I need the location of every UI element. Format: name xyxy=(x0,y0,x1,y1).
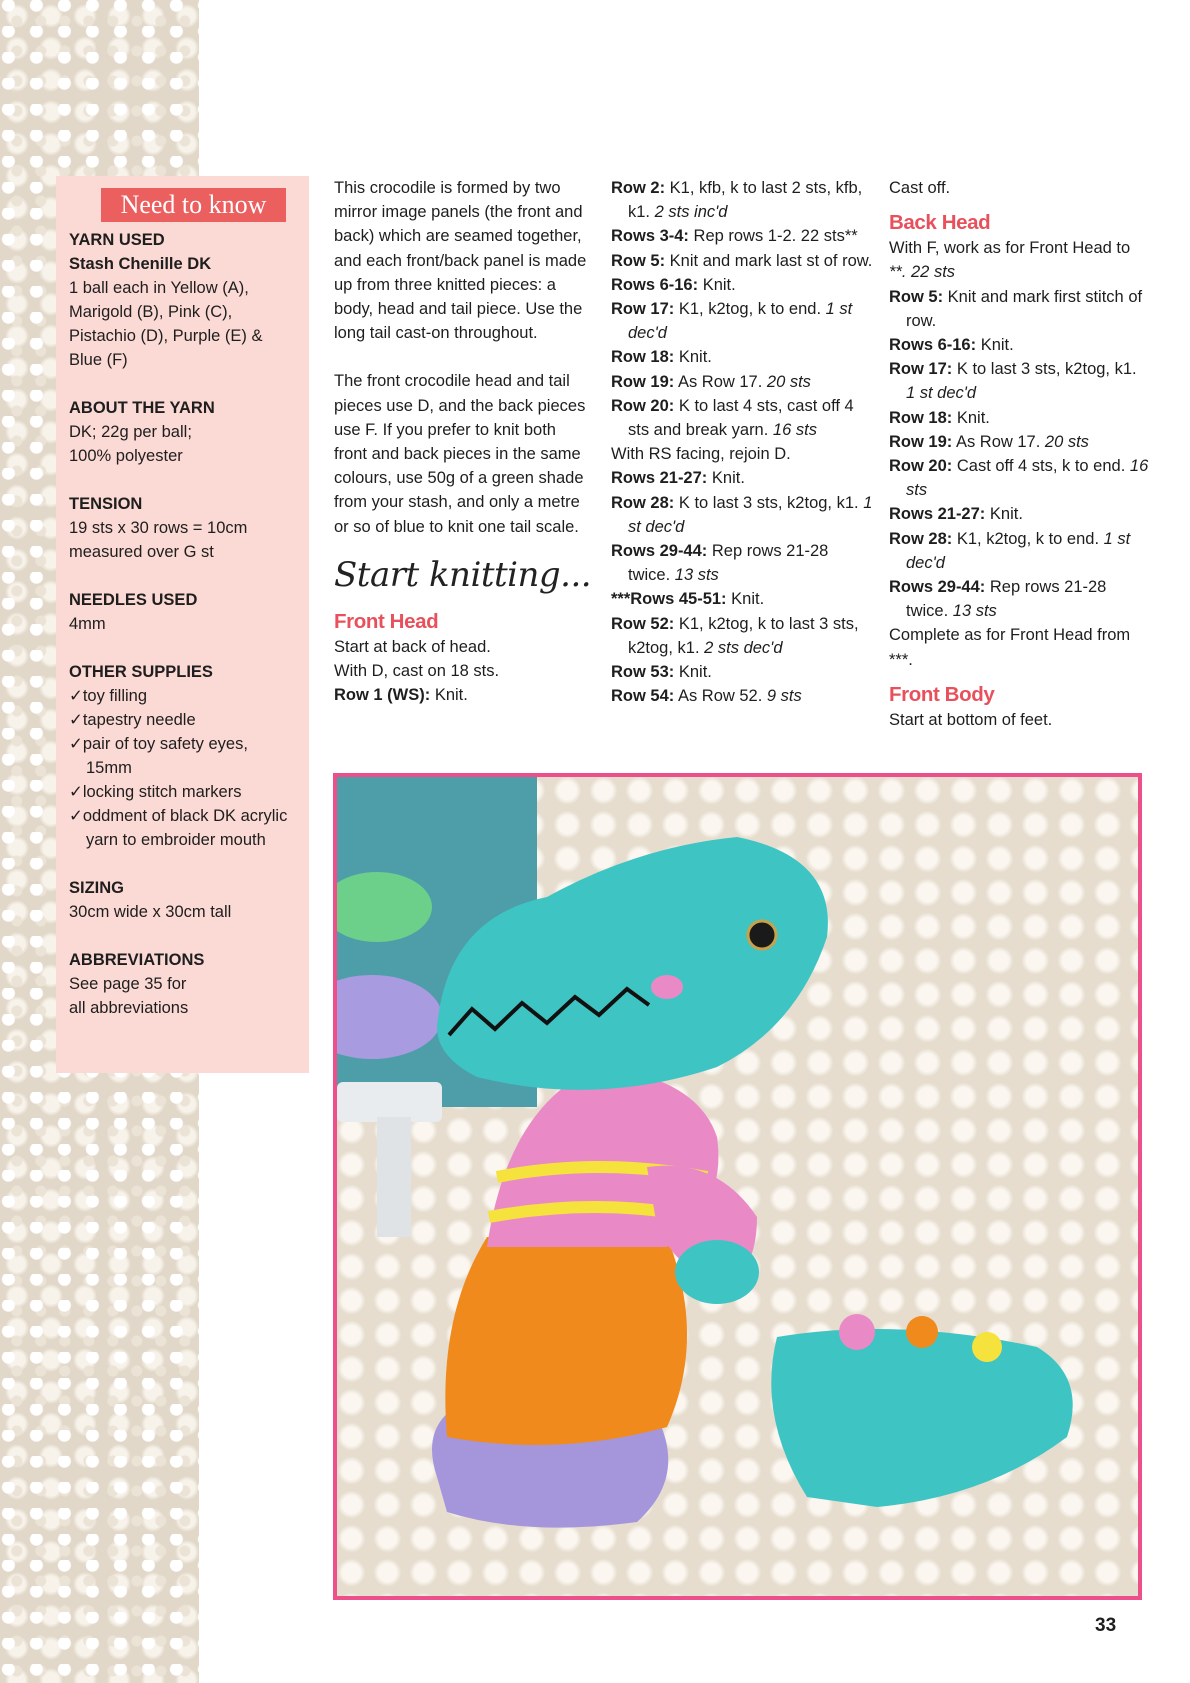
pattern-row: Row 28: K to last 3 sts, k2tog, k1. 1 st dec'd xyxy=(611,493,873,536)
cast-off-line: Cast off. xyxy=(889,179,951,197)
crocodile-hand xyxy=(675,1240,759,1304)
green-yarn-ball xyxy=(337,872,432,942)
supplies-heading: OTHER SUPPLIES xyxy=(69,663,213,681)
pattern-row: Rows 6-16: Knit. xyxy=(611,275,736,294)
needles-heading: NEEDLES USED xyxy=(69,591,198,609)
pattern-row: Rows 6-16: Knit. xyxy=(889,336,1014,355)
pattern-row: Rows 29-44: Rep rows 21-28 twice. 13 sts xyxy=(889,578,1107,621)
pattern-row: Row 20: K to last 4 sts, cast off 4 sts and break yarn. 16 sts xyxy=(611,396,854,440)
yarn-used-heading: YARN USED xyxy=(69,231,165,249)
back-head-heading: Back Head xyxy=(889,211,991,235)
pattern-row: Rows 21-27: Knit. xyxy=(889,505,1023,524)
pattern-row: Rows 21-27: Knit. xyxy=(611,469,745,488)
pattern-row: Row 17: K to last 3 sts, k2tog, k1. 1 st dec'd xyxy=(889,360,1137,403)
colour-paragraph: The front crocodile head and tail pieces use D, and the back pieces use F. If you prefer to knit both front and back pieces in the same colours, use 50g of a green shade from your stash, and only a metre or so of blue to knit one tail scale. xyxy=(334,372,586,536)
about-yarn-line: 100% polyester xyxy=(69,447,183,465)
pattern-row: Row 20: Cast off 4 sts, k to end. 16 sts xyxy=(889,457,1149,500)
sizing-line: 30cm wide x 30cm tall xyxy=(69,903,232,921)
pattern-row: Row 28: K1, k2tog, k to end. 1 st dec'd xyxy=(889,529,1131,572)
row-text: Knit. xyxy=(430,686,468,705)
start-knitting-heading: Start knitting... xyxy=(334,554,592,595)
pattern-row: Row 18: Knit. xyxy=(611,348,712,367)
supply-item: ✓ tapestry needle xyxy=(69,708,297,732)
need-to-know-banner: Need to know xyxy=(101,188,286,222)
pattern-row: Row 19: As Row 17. 20 sts xyxy=(611,372,811,391)
front-head-line: With D, cast on 18 sts. xyxy=(334,662,500,681)
tension-heading: TENSION xyxy=(69,495,143,513)
text-column-3 xyxy=(889,176,1149,732)
yarn-line: Marigold (B), Pink (C), xyxy=(69,303,233,321)
row-label: Row 1 (WS): xyxy=(334,686,431,705)
crocodile-nostril xyxy=(651,975,683,999)
page-number: 33 xyxy=(1095,1615,1117,1636)
tension-line: measured over G st xyxy=(69,543,214,561)
front-body-heading: Front Body xyxy=(889,682,995,706)
pattern-row: Row 5: Knit and mark first stitch of row. xyxy=(889,287,1143,330)
intro-paragraph: This crocodile is formed by two mirror image panels (the front and back) which are seamed together, and each front/back panel is made up from three knitted pieces: a body, head and tail piece. Use the long tail cast-on throughout. xyxy=(334,179,587,343)
pattern-row: Row 5: Knit and mark last st of row. xyxy=(611,251,873,270)
back-head-intro: With F, work as for Front Head to **. 22 sts xyxy=(889,239,1131,282)
crocodile-head xyxy=(437,837,828,1090)
abbreviations-heading: ABBREVIATIONS xyxy=(69,951,205,969)
needles-line: 4mm xyxy=(69,615,106,633)
pattern-row: Rows 29-44: Rep rows 21-28 twice. 13 sts xyxy=(611,542,829,585)
about-yarn-line: DK; 22g per ball; xyxy=(69,423,192,441)
text-column-1 xyxy=(334,176,592,707)
pattern-row: Row 19: As Row 17. 20 sts xyxy=(889,432,1089,451)
sizing-heading: SIZING xyxy=(69,879,125,897)
front-body-line: Start at bottom of feet. xyxy=(889,710,1053,729)
abbreviations-line: See page 35 for xyxy=(69,975,187,993)
yarn-line: Blue (F) xyxy=(69,351,128,369)
pattern-row: ***Rows 45-51: Knit. xyxy=(611,590,765,609)
pattern-row: With RS facing, rejoin D. xyxy=(611,445,791,464)
abbreviations-line: all abbreviations xyxy=(69,999,189,1017)
front-head-line: Start at back of head. xyxy=(334,637,491,656)
crocodile-eye xyxy=(748,921,776,949)
supply-item: ✓ toy filling xyxy=(69,684,297,708)
pattern-row: Row 17: K1, k2tog, k to end. 1 st dec'd xyxy=(611,300,853,343)
yarn-line: 1 ball each in Yellow (A), xyxy=(69,279,249,297)
need-to-know-box xyxy=(56,176,309,1073)
crocodile-body-orange xyxy=(445,1237,687,1445)
pattern-row: Row 18: Knit. xyxy=(889,408,990,427)
pattern-row: Rows 3-4: Rep rows 1-2. 22 sts** xyxy=(611,227,858,246)
pattern-row: Row 54: As Row 52. 9 sts xyxy=(611,687,802,706)
yarn-brand: Stash Chenille DK xyxy=(69,255,212,273)
yarn-line: Pistachio (D), Purple (E) & xyxy=(69,327,263,345)
pattern-row: Row 53: Knit. xyxy=(611,663,712,682)
pattern-row: Row 2: K1, kfb, k to last 2 sts, kfb, k1. 2 sts inc'd xyxy=(611,179,863,222)
crocodile-tail xyxy=(771,1329,1072,1507)
text-column-2 xyxy=(611,176,873,708)
complete-line: Complete as for Front Head from ***. xyxy=(889,626,1131,669)
tension-line: 19 sts x 30 rows = 10cm xyxy=(69,519,248,537)
supply-item: ✓ pair of toy safety eyes, 15mm xyxy=(69,732,297,780)
supply-item: ✓ oddment of black DK acrylic yarn to embroider mouth xyxy=(69,804,297,852)
about-yarn-heading: ABOUT THE YARN xyxy=(69,399,215,417)
crocodile-photo xyxy=(333,773,1142,1600)
pattern-row: Row 52: K1, k2tog, k to last 3 sts, k2tog, k1. 2 sts dec'd xyxy=(611,614,859,657)
purple-yarn-ball xyxy=(337,975,442,1059)
crocodile-toy-illustration xyxy=(337,777,1138,1596)
supply-item: ✓ locking stitch markers xyxy=(69,780,297,804)
front-head-heading: Front Head xyxy=(334,609,439,633)
